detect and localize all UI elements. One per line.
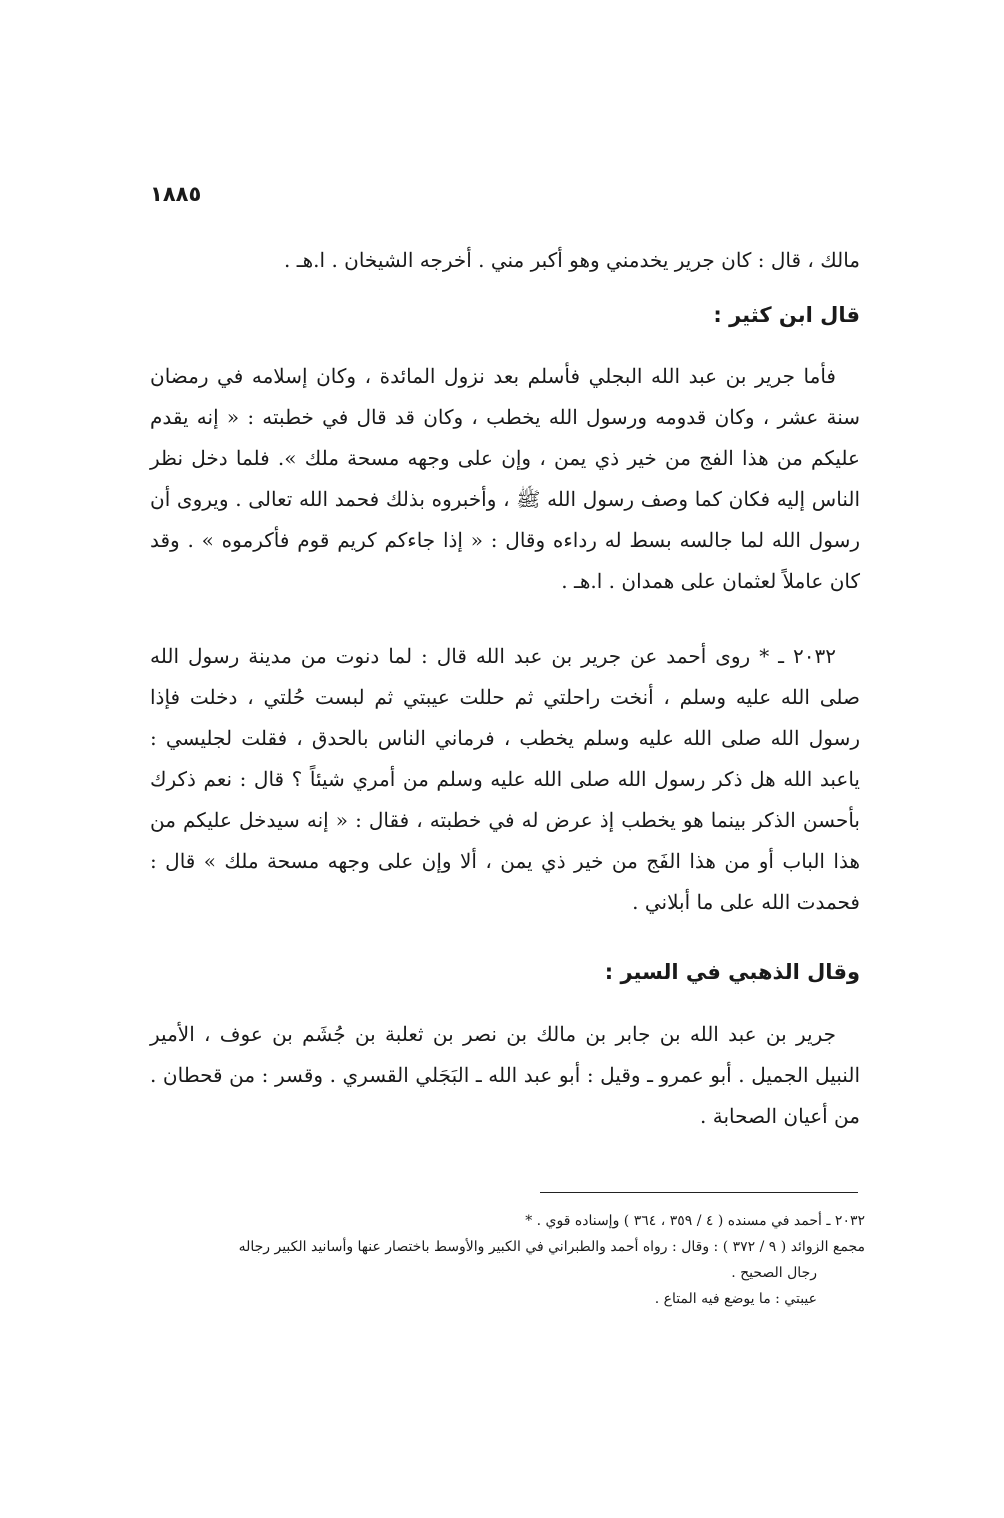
footnote-line: عيبتي : ما يوضع فيه المتاع . (654, 1291, 817, 1307)
hadith-2032-paragraph: ٢٠٣٢ ـ * روى أحمد عن جرير بن عبد الله قال : لما دنوت من مدينة رسول الله صلى الله عليه وسلم ، أنخت راحلتي ثم حللت عيبتي ثم لبست حُلتي ، دخلت فإذا رسول الله صلى الله عليه وسلم يخطب ، فرماني الناس بالحدق ، فقلت لجليسي : ياعبد الله هل ذكر رسول الله صلى الله عليه وسلم من أمري شيئاً ؟ قال : نعم ذكرك بأحسن الذكر بينما هو يخطب إذ عرض له في خطبته ، فقال : « إنه سيدخل عليكم من هذا الباب أو من هذا الفَج من خير ذي يمن ، ألا وإن على وجهه مسحة ملك » قال : فحمدت الله على ما أبلاني . (150, 644, 860, 914)
footnote-line: رجال الصحيح . (731, 1265, 817, 1281)
footnote-divider (540, 1192, 858, 1193)
dhahabi-paragraph: جرير بن عبد الله بن جابر بن مالك بن نصر بن ثعلبة بن جُشَم بن عوف ، الأمير النبيل الجميل . أبو عمرو ـ وقيل : أبو عبد الله ـ البَجَلي القسري . وقسر : من قحطان . من أعيان الصحابة . (150, 1022, 860, 1128)
heading-dhahabi: وقال الذهبي في السير : (604, 960, 860, 984)
heading-ibn-kathir: قال ابن كثير : (713, 303, 860, 327)
ibn-kathir-paragraph: فأما جرير بن عبد الله البجلي فأسلم بعد نزول المائدة ، وكان إسلامه في رمضان سنة عشر ، وكان قدومه ورسول الله يخطب ، وكان قد قال في خطبته : « إنه يقدم عليكم من هذا الفج من خير ذي يمن ، وإن على وجهه مسحة ملك ». فلما دخل نظر الناس إليه فكان كما وصف رسول الله ﷺ ، وأخبروه بذلك فحمد الله تعالى . ويروى أن رسول الله لما جالسه بسط له رداءه وقال : « إذا جاءكم كريم قوم فأكرموه » . وقد كان عاملاً لعثمان على همدان . ا.هـ . (150, 364, 860, 593)
page-number: ١٨٨٥ (150, 182, 202, 206)
footnote-line: ٢٠٣٢ ـ أحمد في مسنده ( ٤ / ٣٥٩ ، ٣٦٤ ) وإسناده قوي . * (525, 1213, 865, 1229)
footnotes (150, 1208, 865, 1312)
continuation-paragraph: مالك ، قال : كان جرير يخدمني وهو أكبر مني . أخرجه الشيخان . ا.هـ . (284, 248, 860, 272)
footnote-line: مجمع الزوائد ( ٩ / ٣٧٢ ) : وقال : رواه أحمد والطبراني في الكبير والأوسط باختصار عنها وأسانيد الكبير رجاله (238, 1239, 865, 1255)
